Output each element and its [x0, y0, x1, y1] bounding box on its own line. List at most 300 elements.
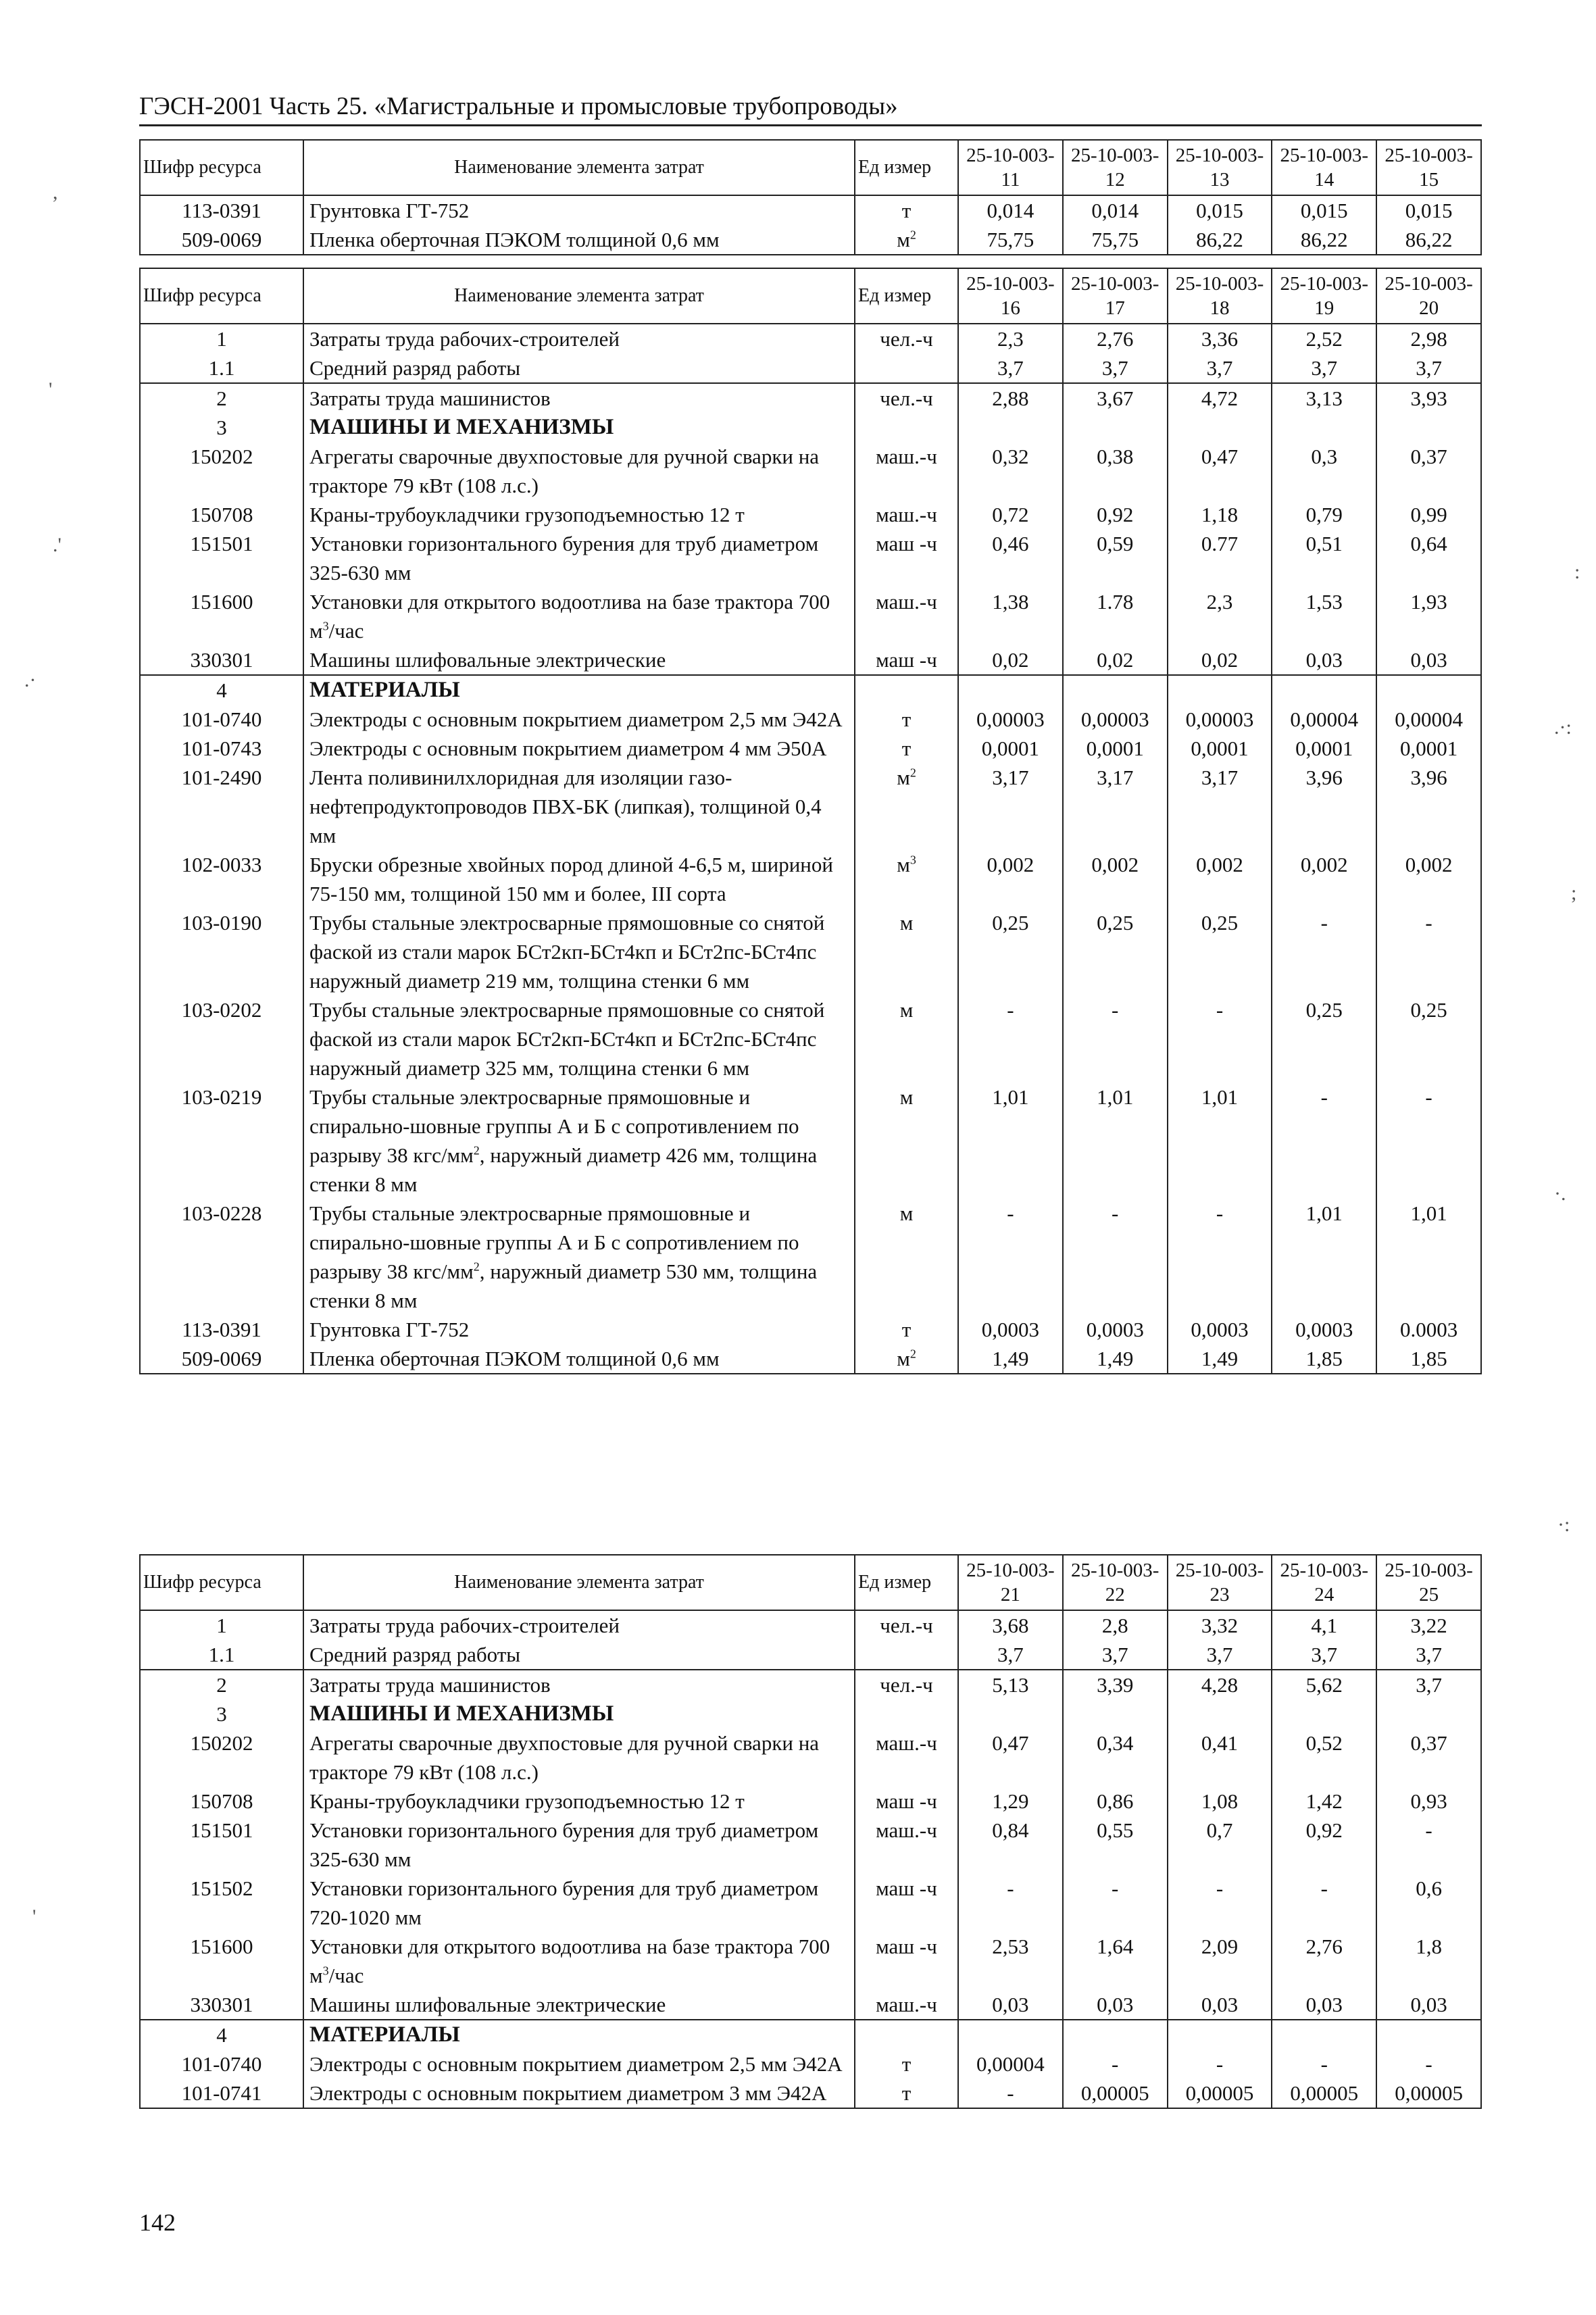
resource-code: 1 [140, 324, 303, 353]
resource-unit [855, 413, 958, 442]
resource-value: 0,002 [958, 850, 1063, 908]
table-row [140, 1315, 1481, 1344]
resource-value: 1,42 [1272, 1787, 1376, 1816]
resource-value: 0,0003 [958, 1315, 1063, 1344]
resource-value: 0,37 [1376, 1728, 1481, 1787]
resource-value: 0,72 [958, 500, 1063, 529]
resource-code: 103-0202 [140, 995, 303, 1082]
resource-value [1063, 675, 1168, 705]
resource-value: 3,7 [1376, 1670, 1481, 1699]
resource-value: - [1168, 1199, 1272, 1315]
table-row [140, 1640, 1481, 1670]
resource-value: 0,015 [1272, 195, 1376, 225]
resource-value [1272, 2020, 1376, 2049]
resource-name: Трубы стальные электросварные прямошовные и спирально-шовные группы А и Б с сопротивлением по разрыву 38 кгс/$мм^2$, наружный диаметр 426 мм, толщина стенки 8 мм [303, 1082, 855, 1199]
header-norm-code: 25-10-003-23 [1168, 1555, 1272, 1610]
resource-value: 3,7 [1376, 1640, 1481, 1670]
resource-value: 2,3 [958, 324, 1063, 353]
resource-unit: $м^2$ [855, 225, 958, 255]
resource-value: - [1272, 908, 1376, 995]
resource-value: 0,014 [1063, 195, 1168, 225]
resource-code: 113-0391 [140, 1315, 303, 1344]
resource-value: - [1168, 2049, 1272, 2078]
resource-value: - [1063, 2049, 1168, 2078]
resource-value: 2,53 [958, 1932, 1063, 1990]
resource-value: 1,53 [1272, 587, 1376, 645]
resource-name: Электроды с основным покрытием диаметром 2,5 мм Э42А [303, 2049, 855, 2078]
resource-value: 0,0003 [1063, 1315, 1168, 1344]
resource-name: Средний разряд работы [303, 1640, 855, 1670]
resource-code: 103-0228 [140, 1199, 303, 1315]
table-row [140, 442, 1481, 500]
resource-value: 1,64 [1063, 1932, 1168, 1990]
resource-value: 3,93 [1376, 383, 1481, 413]
resource-value: 86,22 [1272, 225, 1376, 255]
resource-value: 0,00005 [1168, 2078, 1272, 2108]
resource-unit [855, 675, 958, 705]
header-norm-code: 25-10-003-11 [958, 140, 1063, 195]
resource-value: - [958, 2078, 1063, 2108]
resource-value: 3,36 [1168, 324, 1272, 353]
resource-value [1168, 675, 1272, 705]
resource-code: 103-0219 [140, 1082, 303, 1199]
resource-value: 3,7 [1168, 353, 1272, 383]
scan-speck: ' [32, 1906, 36, 1928]
resource-unit: чел.-ч [855, 1670, 958, 1699]
resource-value [1272, 1699, 1376, 1728]
resource-value: 75,75 [958, 225, 1063, 255]
table-row [140, 353, 1481, 383]
resource-table-1 [139, 139, 1482, 255]
resource-value: 4,1 [1272, 1610, 1376, 1640]
resource-name: Пленка оберточная ПЭКОМ толщиной 0,6 мм [303, 225, 855, 255]
resource-name: Установки горизонтального бурения для труб диаметром 325-630 мм [303, 529, 855, 587]
resource-value: 0,0003 [1168, 1315, 1272, 1344]
resource-value: 1,8 [1376, 1932, 1481, 1990]
resource-value: 4,28 [1168, 1670, 1272, 1699]
resource-code: 103-0190 [140, 908, 303, 995]
header-norm-code: 25-10-003-14 [1272, 140, 1376, 195]
resource-code: 330301 [140, 1990, 303, 2020]
scan-speck: ·: [1557, 1514, 1570, 1536]
page-header: ГЭСН-2001 Часть 25. «Магистральные и промысловые трубопроводы» [139, 93, 898, 120]
header-unit: Ед измер [855, 140, 958, 195]
resource-name: Установки для открытого водоотлива на базе трактора 700 $м^3$/час [303, 587, 855, 645]
resource-unit: $м^3$ [855, 850, 958, 908]
resource-value: 0,51 [1272, 529, 1376, 587]
resource-value: 1,85 [1376, 1344, 1481, 1374]
resource-name: Грунтовка ГТ-752 [303, 1315, 855, 1344]
resource-value: 0,25 [1272, 995, 1376, 1082]
resource-name: Пленка оберточная ПЭКОМ толщиной 0,6 мм [303, 1344, 855, 1374]
resource-unit: маш.-ч [855, 500, 958, 529]
resource-code: 4 [140, 675, 303, 705]
resource-value: 0,0001 [958, 734, 1063, 763]
resource-unit: маш -ч [855, 1874, 958, 1932]
table-row [140, 705, 1481, 734]
resource-value: - [1272, 1082, 1376, 1199]
table-row [140, 763, 1481, 850]
resource-value: 1,49 [1168, 1344, 1272, 1374]
table-header-row [140, 1555, 1481, 1610]
resource-value: - [1168, 1874, 1272, 1932]
resource-name: Затраты труда машинистов [303, 1670, 855, 1699]
resource-value: 3,96 [1376, 763, 1481, 850]
table-row [140, 2078, 1481, 2108]
resource-code: 4 [140, 2020, 303, 2049]
resource-value [1376, 413, 1481, 442]
resource-value [1272, 675, 1376, 705]
resource-value: - [1376, 1082, 1481, 1199]
table-row [140, 675, 1481, 705]
scan-speck: ·. [1554, 1183, 1566, 1205]
resource-value: 3,7 [1272, 1640, 1376, 1670]
resource-code: 1.1 [140, 1640, 303, 1670]
resource-value [958, 1699, 1063, 1728]
header-norm-code: 25-10-003-24 [1272, 1555, 1376, 1610]
header-norm-code: 25-10-003-21 [958, 1555, 1063, 1610]
header-unit: Ед измер [855, 268, 958, 324]
resource-value: - [958, 1874, 1063, 1932]
resource-value [958, 675, 1063, 705]
resource-value: 2,8 [1063, 1610, 1168, 1640]
header-norm-code: 25-10-003-17 [1063, 268, 1168, 324]
resource-code: 2 [140, 383, 303, 413]
resource-value [958, 413, 1063, 442]
resource-value: 0,86 [1063, 1787, 1168, 1816]
resource-value [1376, 675, 1481, 705]
resource-unit: маш -ч [855, 645, 958, 675]
header-code: Шифр ресурса [140, 268, 303, 324]
scan-speck: .· [24, 669, 36, 691]
resource-value: 0,25 [1168, 908, 1272, 995]
resource-value: 1,01 [1376, 1199, 1481, 1315]
resource-value: 0,92 [1272, 1816, 1376, 1874]
header-norm-code: 25-10-003-22 [1063, 1555, 1168, 1610]
resource-value: 3,7 [1063, 353, 1168, 383]
resource-value: - [1376, 908, 1481, 995]
resource-value: - [958, 995, 1063, 1082]
resource-name: Агрегаты сварочные двухпостовые для ручной сварки на тракторе 79 кВт (108 л.с.) [303, 1728, 855, 1787]
resource-value: 1,29 [958, 1787, 1063, 1816]
resource-value: 0,00004 [1376, 705, 1481, 734]
resource-unit: т [855, 2049, 958, 2078]
resource-value: 0,41 [1168, 1728, 1272, 1787]
resource-unit [855, 353, 958, 383]
resource-name: МАШИНЫ И МЕХАНИЗМЫ [303, 1699, 855, 1728]
resource-table-2 [139, 268, 1482, 1374]
resource-code: 150202 [140, 1728, 303, 1787]
resource-value: 3,32 [1168, 1610, 1272, 1640]
resource-value: 3,7 [1063, 1640, 1168, 1670]
resource-value: 1,38 [958, 587, 1063, 645]
resource-value: - [1376, 1816, 1481, 1874]
resource-unit: т [855, 2078, 958, 2108]
resource-value: 75,75 [1063, 225, 1168, 255]
resource-table-3 [139, 1554, 1482, 2109]
resource-value: 3,68 [958, 1610, 1063, 1640]
scan-speck: , [53, 181, 58, 203]
resource-code: 150202 [140, 442, 303, 500]
resource-name: Установки для открытого водоотлива на базе трактора 700 $м^3$/час [303, 1932, 855, 1990]
resource-value: 3,7 [1168, 1640, 1272, 1670]
header-norm-code: 25-10-003-25 [1376, 1555, 1481, 1610]
resource-unit: т [855, 1315, 958, 1344]
resource-unit: т [855, 734, 958, 763]
resource-value: 3,17 [1063, 763, 1168, 850]
resource-value: 0,7 [1168, 1816, 1272, 1874]
table-row [140, 2020, 1481, 2049]
table-row [140, 587, 1481, 645]
resource-value: 0,03 [1168, 1990, 1272, 2020]
resource-value: 0,34 [1063, 1728, 1168, 1787]
resource-value: 5,62 [1272, 1670, 1376, 1699]
resource-value: 0,00003 [958, 705, 1063, 734]
resource-value [1376, 1699, 1481, 1728]
resource-name: Бруски обрезные хвойных пород длиной 4-6,5 м, шириной 75-150 мм, толщиной 150 мм и более, III сорта [303, 850, 855, 908]
table-header-row [140, 268, 1481, 324]
header-name: Наименование элемента затрат [303, 1555, 855, 1610]
resource-value: 2,76 [1272, 1932, 1376, 1990]
resource-value [1168, 2020, 1272, 2049]
resource-unit: чел.-ч [855, 324, 958, 353]
resource-unit: маш -ч [855, 529, 958, 587]
resource-value: 0,59 [1063, 529, 1168, 587]
resource-unit: маш.-ч [855, 587, 958, 645]
resource-name: Затраты труда рабочих-строителей [303, 324, 855, 353]
resource-value: 3,7 [1272, 353, 1376, 383]
resource-value [1168, 1699, 1272, 1728]
table-row [140, 1199, 1481, 1315]
resource-value: - [1168, 995, 1272, 1082]
table-row [140, 734, 1481, 763]
resource-value: 2,76 [1063, 324, 1168, 353]
resource-code: 1.1 [140, 353, 303, 383]
resource-value: 0,47 [958, 1728, 1063, 1787]
resource-unit: чел.-ч [855, 1610, 958, 1640]
resource-unit: м [855, 995, 958, 1082]
resource-code: 150708 [140, 500, 303, 529]
resource-value: 0,00004 [1272, 705, 1376, 734]
resource-code: 3 [140, 1699, 303, 1728]
table-row [140, 1990, 1481, 2020]
resource-value: 1.78 [1063, 587, 1168, 645]
resource-code: 151600 [140, 1932, 303, 1990]
resource-name: МАТЕРИАЛЫ [303, 675, 855, 705]
resource-unit: маш.-ч [855, 1728, 958, 1787]
resource-value: - [1272, 1874, 1376, 1932]
resource-value: 0,02 [1168, 645, 1272, 675]
resource-value: 3,7 [958, 1640, 1063, 1670]
resource-code: 101-0740 [140, 705, 303, 734]
resource-value: 0,03 [1063, 1990, 1168, 2020]
resource-value: 0,25 [958, 908, 1063, 995]
resource-name: Машины шлифовальные электрические [303, 1990, 855, 2020]
resource-code: 151501 [140, 1816, 303, 1874]
resource-name: Агрегаты сварочные двухпостовые для ручной сварки на тракторе 79 кВт (108 л.с.) [303, 442, 855, 500]
table-row [140, 1344, 1481, 1374]
resource-value: 0,25 [1376, 995, 1481, 1082]
header-norm-code: 25-10-003-16 [958, 268, 1063, 324]
resource-value: 1,01 [958, 1082, 1063, 1199]
resource-name: Краны-трубоукладчики грузоподъемностью 12 т [303, 1787, 855, 1816]
header-code: Шифр ресурса [140, 1555, 303, 1610]
header-norm-code: 25-10-003-20 [1376, 268, 1481, 324]
resource-name: Краны-трубоукладчики грузоподъемностью 12 т [303, 500, 855, 529]
table-row [140, 225, 1481, 255]
table-row [140, 324, 1481, 353]
resource-value: 0,002 [1063, 850, 1168, 908]
resource-name: Электроды с основным покрытием диаметром 2,5 мм Э42А [303, 705, 855, 734]
scan-speck: ; [1571, 882, 1577, 904]
resource-name: Трубы стальные электросварные прямошовные со снятой фаской из стали марок БСт2кп-БСт4кп и БСт2пс-БСт4пс наружный диаметр 325 мм, толщина стенки 6 мм [303, 995, 855, 1082]
resource-value: 4,72 [1168, 383, 1272, 413]
table-row [140, 500, 1481, 529]
resource-value: 3,7 [958, 353, 1063, 383]
resource-value [958, 2020, 1063, 2049]
resource-value: 1,85 [1272, 1344, 1376, 1374]
resource-value: 0,00003 [1168, 705, 1272, 734]
table-row [140, 413, 1481, 442]
resource-code: 151502 [140, 1874, 303, 1932]
resource-unit: $м^2$ [855, 763, 958, 850]
resource-value: - [1063, 1199, 1168, 1315]
resource-name: Машины шлифовальные электрические [303, 645, 855, 675]
resource-name: Средний разряд работы [303, 353, 855, 383]
resource-unit [855, 1640, 958, 1670]
resource-value: 2,88 [958, 383, 1063, 413]
resource-name: Грунтовка ГТ-752 [303, 195, 855, 225]
resource-value: 0,02 [1063, 645, 1168, 675]
resource-value: 0,92 [1063, 500, 1168, 529]
table-row [140, 1082, 1481, 1199]
resource-code: 330301 [140, 645, 303, 675]
resource-name: МАТЕРИАЛЫ [303, 2020, 855, 2049]
resource-value: 1,49 [958, 1344, 1063, 1374]
resource-value [1063, 2020, 1168, 2049]
resource-unit: т [855, 195, 958, 225]
header-unit: Ед измер [855, 1555, 958, 1610]
resource-code: 101-0740 [140, 2049, 303, 2078]
resource-value: 0,64 [1376, 529, 1481, 587]
table-row [140, 1699, 1481, 1728]
resource-unit: $м^2$ [855, 1344, 958, 1374]
resource-value: 2,09 [1168, 1932, 1272, 1990]
resource-name: Трубы стальные электросварные прямошовные и спирально-шовные группы А и Б с сопротивлением по разрыву 38 кгс/$мм^2$, наружный диаметр 530 мм, толщина стенки 8 мм [303, 1199, 855, 1315]
resource-value: 0,0001 [1376, 734, 1481, 763]
resource-value: 0,014 [958, 195, 1063, 225]
resource-unit: маш -ч [855, 1932, 958, 1990]
resource-value [1272, 413, 1376, 442]
resource-value: 2,3 [1168, 587, 1272, 645]
resource-value: 1,08 [1168, 1787, 1272, 1816]
resource-value: 0,02 [958, 645, 1063, 675]
resource-value [1376, 2020, 1481, 2049]
resource-value: 2,52 [1272, 324, 1376, 353]
resource-unit: м [855, 908, 958, 995]
resource-value: 3,17 [1168, 763, 1272, 850]
resource-value: 0,002 [1376, 850, 1481, 908]
resource-name: МАШИНЫ И МЕХАНИЗМЫ [303, 413, 855, 442]
resource-code: 150708 [140, 1787, 303, 1816]
resource-value: 0.77 [1168, 529, 1272, 587]
resource-code: 101-2490 [140, 763, 303, 850]
resource-value: 0,38 [1063, 442, 1168, 500]
resource-value: 3,96 [1272, 763, 1376, 850]
resource-value: 86,22 [1376, 225, 1481, 255]
resource-value: - [1272, 2049, 1376, 2078]
header-norm-code: 25-10-003-19 [1272, 268, 1376, 324]
resource-name: Электроды с основным покрытием диаметром 3 мм Э42А [303, 2078, 855, 2108]
resource-value: 1,49 [1063, 1344, 1168, 1374]
resource-unit: чел.-ч [855, 383, 958, 413]
resource-value: 0,37 [1376, 442, 1481, 500]
resource-code: 102-0033 [140, 850, 303, 908]
resource-value: 0,002 [1168, 850, 1272, 908]
resource-value: 3,67 [1063, 383, 1168, 413]
header-name: Наименование элемента затрат [303, 140, 855, 195]
resource-value: 0,6 [1376, 1874, 1481, 1932]
resource-value [1063, 413, 1168, 442]
resource-code: 509-0069 [140, 1344, 303, 1374]
resource-value: 1,18 [1168, 500, 1272, 529]
resource-value: 0,99 [1376, 500, 1481, 529]
page-number: 142 [139, 2209, 176, 2236]
table-header-row [140, 140, 1481, 195]
resource-value: 3,39 [1063, 1670, 1168, 1699]
resource-unit: маш.-ч [855, 1816, 958, 1874]
table-row [140, 1787, 1481, 1816]
resource-name: Установки горизонтального бурения для труб диаметром 325-630 мм [303, 1816, 855, 1874]
resource-value: 0,25 [1063, 908, 1168, 995]
resource-code: 101-0741 [140, 2078, 303, 2108]
resource-value: 0,93 [1376, 1787, 1481, 1816]
resource-name: Затраты труда машинистов [303, 383, 855, 413]
resource-value: 86,22 [1168, 225, 1272, 255]
header-norm-code: 25-10-003-13 [1168, 140, 1272, 195]
resource-unit: маш.-ч [855, 1990, 958, 2020]
resource-value: 0,03 [1272, 645, 1376, 675]
table-row [140, 383, 1481, 413]
resource-value: 0,0001 [1063, 734, 1168, 763]
header-norm-code: 25-10-003-18 [1168, 268, 1272, 324]
resource-unit: м [855, 1082, 958, 1199]
resource-value: 0,03 [958, 1990, 1063, 2020]
resource-value: - [958, 1199, 1063, 1315]
resource-value: 0,55 [1063, 1816, 1168, 1874]
resource-code: 113-0391 [140, 195, 303, 225]
resource-value: 0,47 [1168, 442, 1272, 500]
resource-code: 151600 [140, 587, 303, 645]
resource-value: 0,00005 [1272, 2078, 1376, 2108]
resource-value: 0,03 [1376, 1990, 1481, 2020]
resource-value: 1,01 [1063, 1082, 1168, 1199]
resource-unit: т [855, 705, 958, 734]
resource-value: 0,0001 [1168, 734, 1272, 763]
resource-value: 3,22 [1376, 1610, 1481, 1640]
table-row [140, 195, 1481, 225]
table-row [140, 529, 1481, 587]
resource-unit: м [855, 1199, 958, 1315]
resource-code: 509-0069 [140, 225, 303, 255]
table-row [140, 995, 1481, 1082]
table-row [140, 908, 1481, 995]
header-norm-code: 25-10-003-12 [1063, 140, 1168, 195]
resource-value: 0,3 [1272, 442, 1376, 500]
resource-value: 0,03 [1272, 1990, 1376, 2020]
resource-code: 1 [140, 1610, 303, 1640]
resource-value: 0,46 [958, 529, 1063, 587]
